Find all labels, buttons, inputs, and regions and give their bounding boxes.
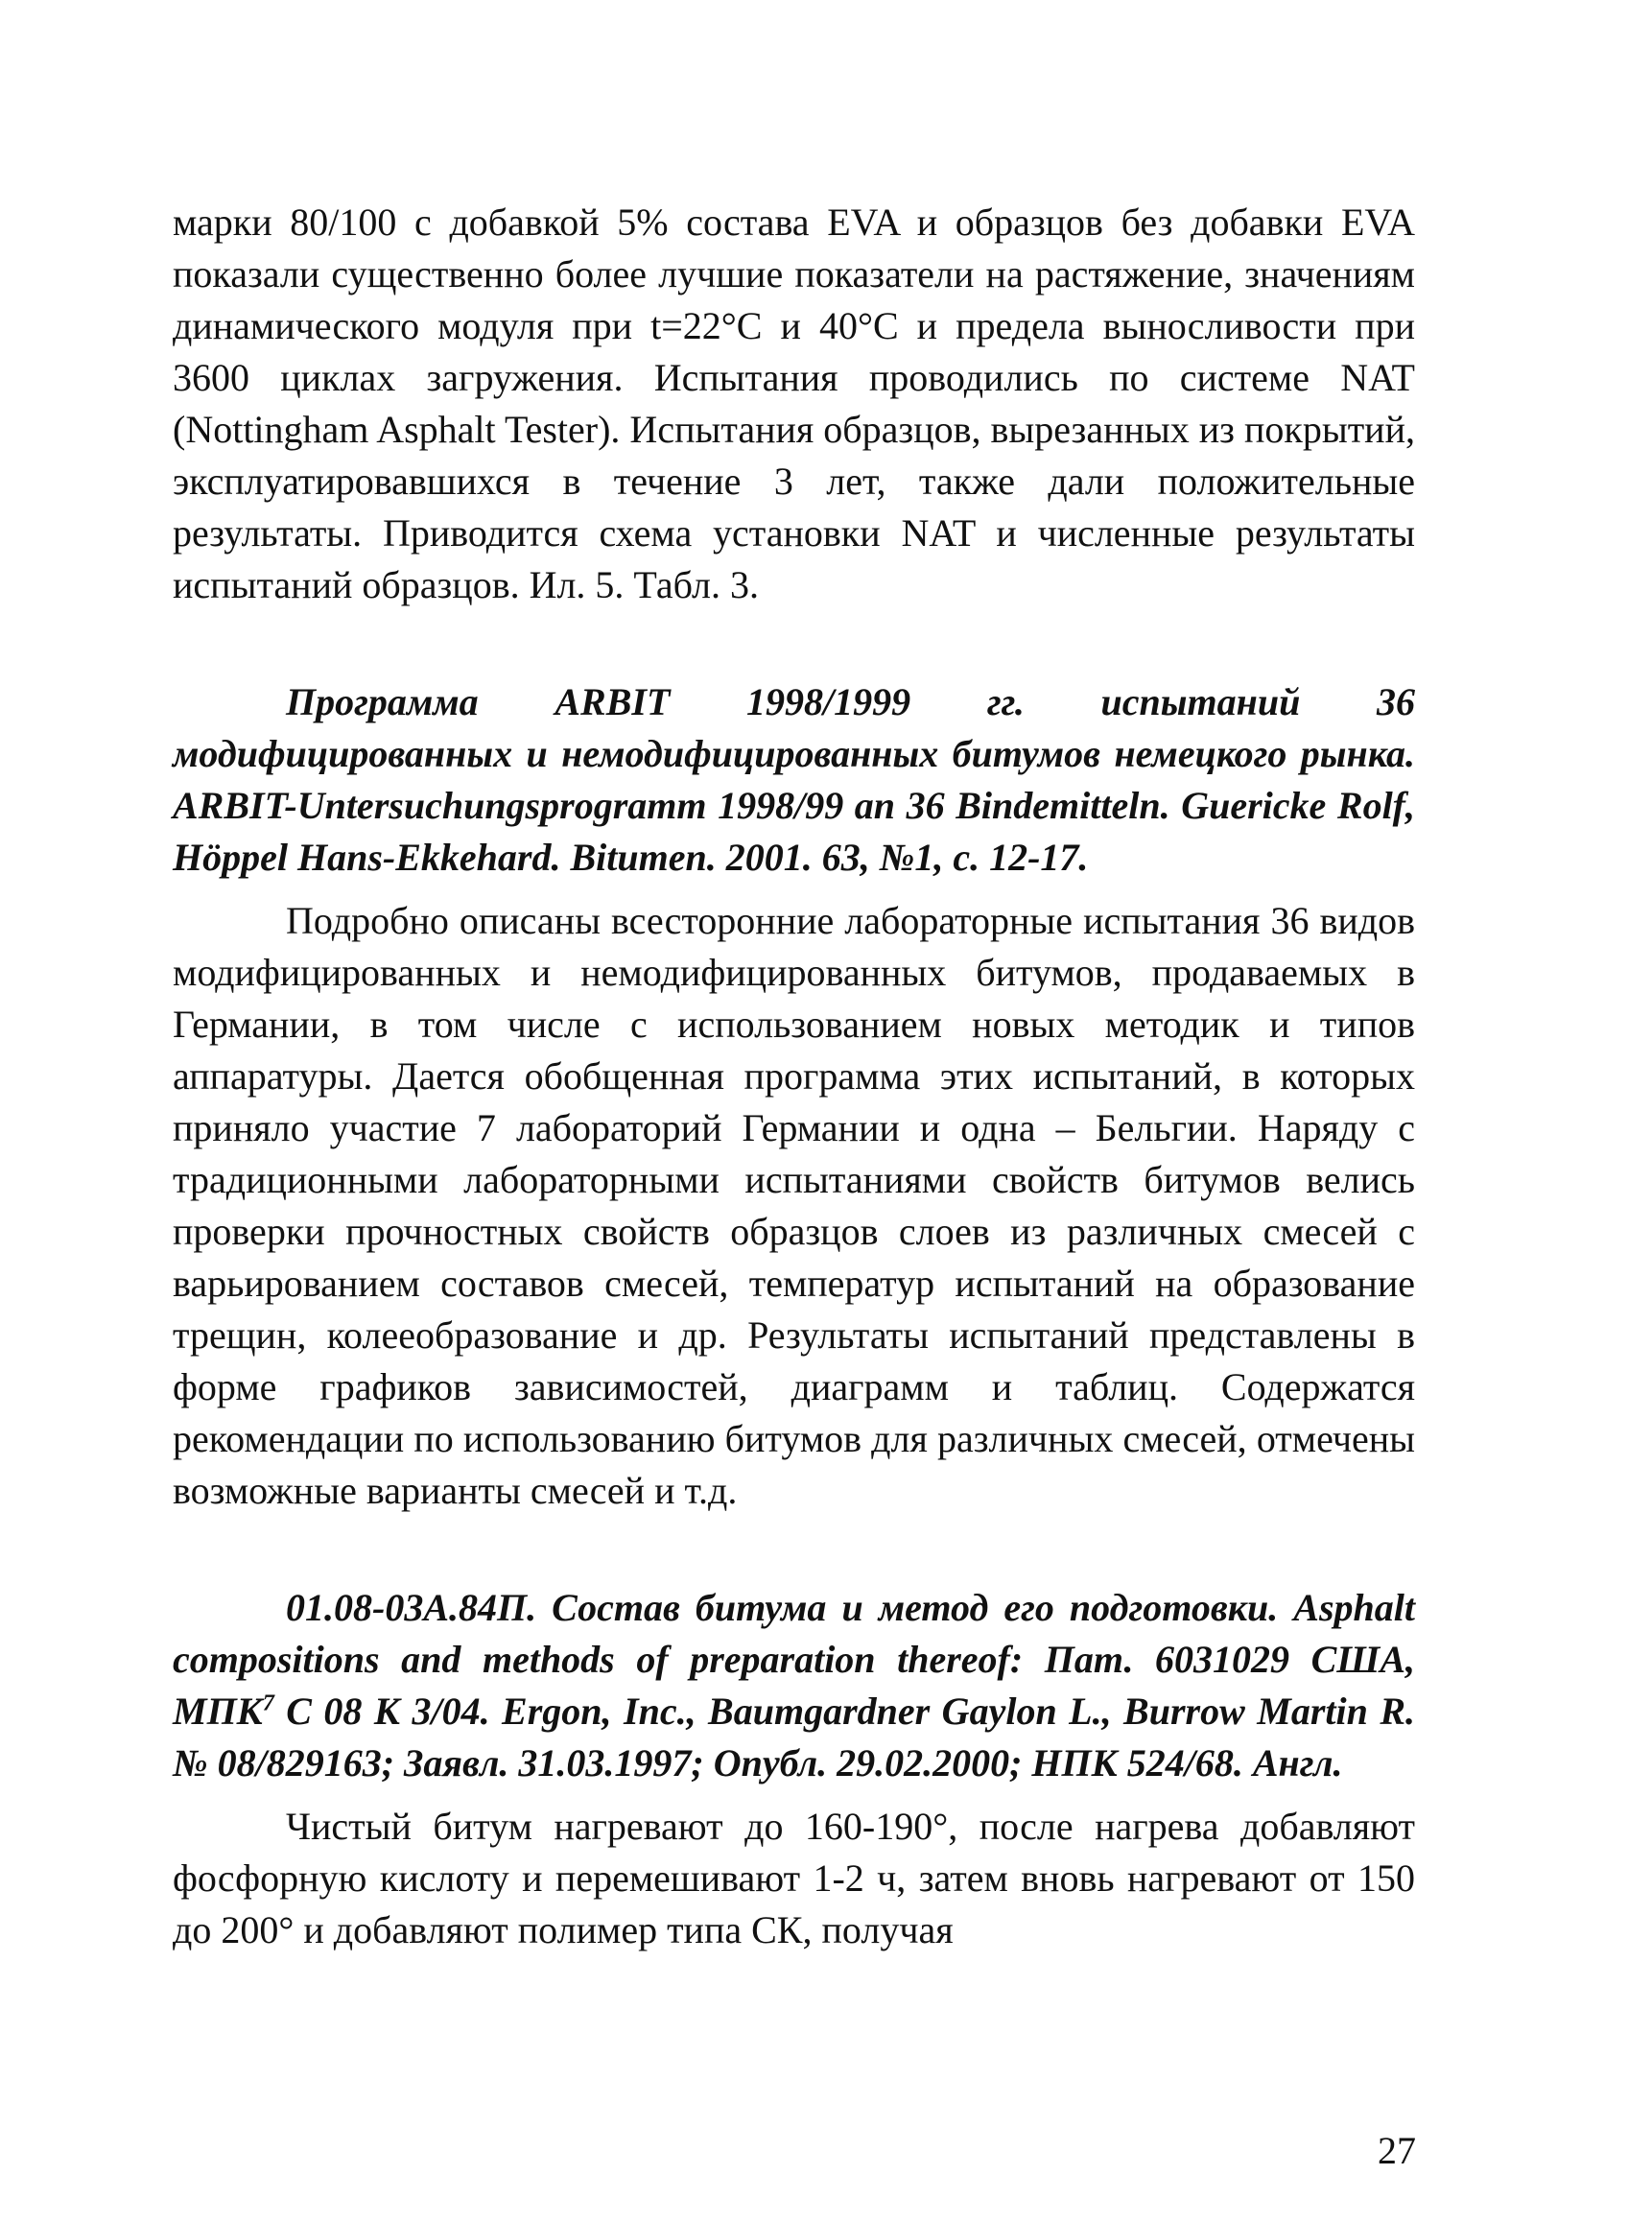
entry-1-abstract: Подробно описаны всесторонние лабораторные испытания 36 видов модифицированных и немодифицированных битумов, продаваемых в Германии, в том числе с использованием новых методик и типов аппаратуры. Дается обобщенная программа этих испытаний, в которых приняло участие 7 лабораторий Германии и одна – Бельгии. Наряду с традиционными лабораторными испытаниями свойств битумов велись проверки прочностных свойств образцов слоев из различных смесей с варьированием составов смесей, температур испытаний на образование трещин, колееобразование и др. Результаты испытаний представлены в форме графиков зависимостей, диаграмм и таблиц. Содержатся рекомендации по использованию битумов для различных смесей, отмечены возможные варианты смесей и т.д.: [173, 899, 1415, 1512]
entry-2-title-part-2: С 08 К 3/04. Ergon, Inc., Baumgardner Gaylon L., Burrow Martin R. № 08/829163; Заявл. 31.03.1997; Опубл. 29.02.2000; НПК 524/68. Англ.: [173, 1690, 1415, 1785]
section-gap: [173, 1517, 1415, 1582]
page-number: 27: [1378, 2129, 1416, 2172]
section-gap: [173, 611, 1415, 676]
entry-2-title-superscript: 7: [262, 1690, 274, 1716]
entry-2-title: [173, 1582, 1415, 1789]
intro-paragraph: марки 80/100 с добавкой 5% состава EVA и образцов без добавки EVA показали существенно более лучшие показатели на растяжение, значениям динамического модуля при t=22°C и 40°C и предела выносливости при 3600 циклах загружения. Испытания проводились по системе NAT (Nottingham Asphalt Tester). Испытания образцов, вырезанных из покрытий, эксплуатировавшихся в течение 3 лет, также дали положительные результаты. Приводится схема установки NAT и численные результаты испытаний образцов. Ил. 5. Табл. 3.: [173, 201, 1415, 606]
entry-2-abstract: Чистый битум нагревают до 160-190°, после нагрева добавляют фосфорную кислоту и перемешивают 1-2 ч, затем вновь нагревают от 150 до 200° и добавляют полимер типа СК, получая: [173, 1805, 1415, 1951]
entry-2-title-part-1: 01.08-03А.84П. Состав битума и метод его подготовки. Asphalt compositions and methods of preparation thereof: Пат. 6031029 США, МПК: [173, 1586, 1415, 1733]
section-gap: [173, 1789, 1415, 1801]
section-gap: [173, 884, 1415, 895]
document-page: [173, 197, 1415, 1956]
entry-1-title: Программа ARBIT 1998/1999 гг. испытаний 36 модифицированных и немодифицированных битумов немецкого рынка. ARBIT-Untersuchungsprogramm 1998/99 an 36 Bindemitteln. Guericke Rolf, Höppel Hans-Ekkehard. Bitumen. 2001. 63, №1, с. 12-17.: [173, 680, 1415, 879]
